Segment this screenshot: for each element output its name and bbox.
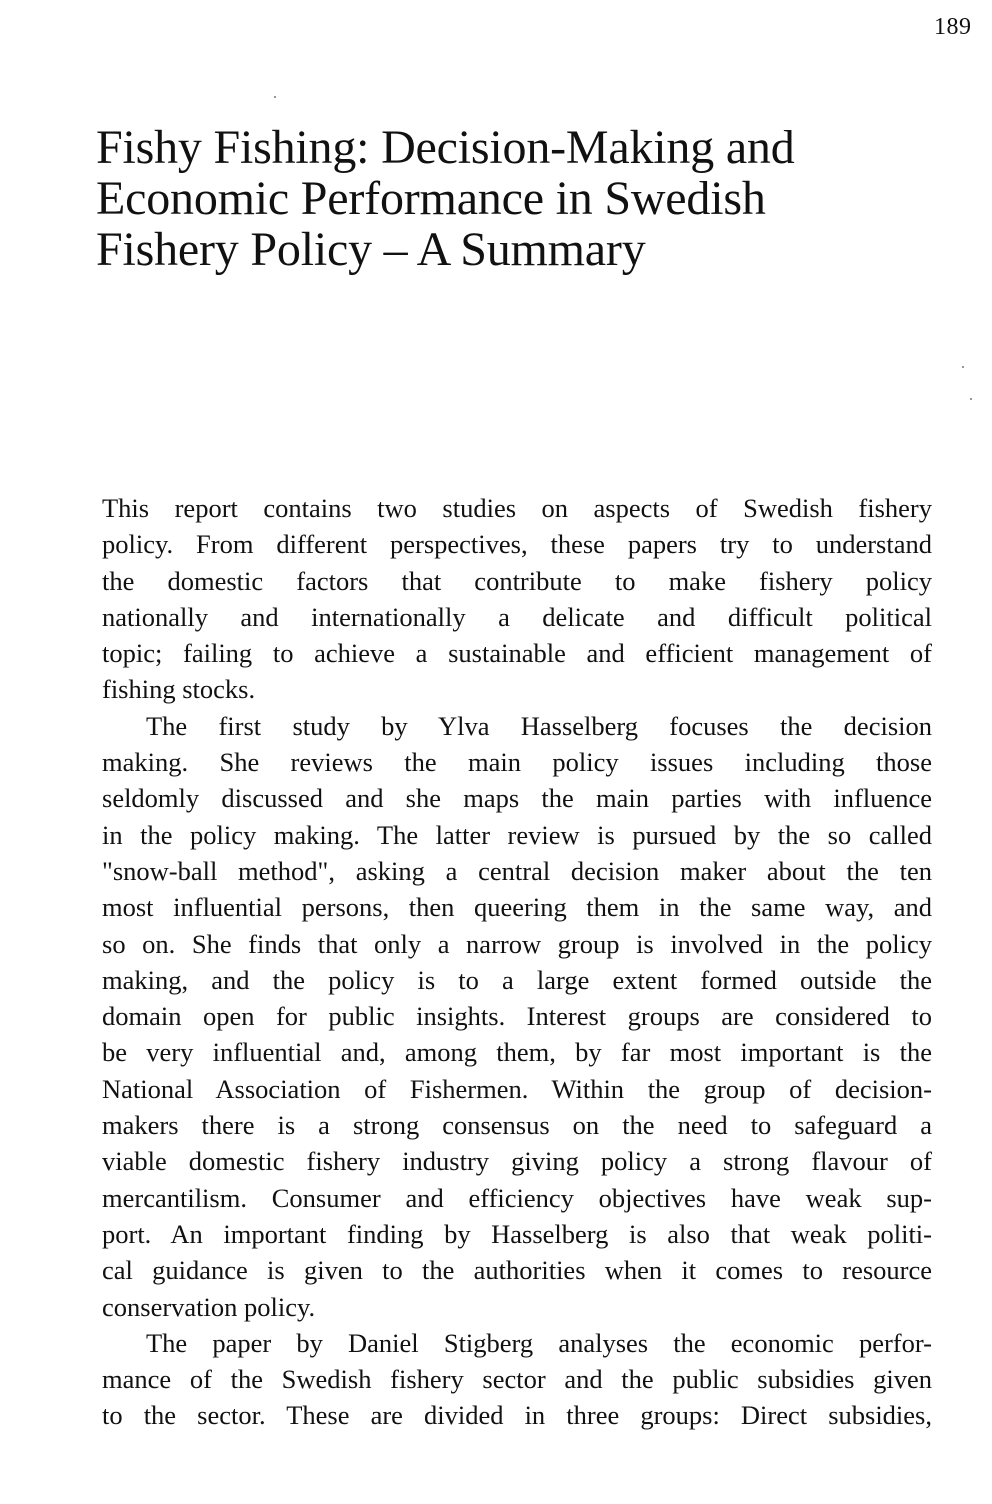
text-line: port. An important finding by Hasselberg is also that weak politi- <box>102 1218 932 1249</box>
body-text <box>102 490 932 1434</box>
page-number: 189 <box>934 14 972 40</box>
text-line: seldomly discussed and she maps the main parties with influence <box>102 783 932 814</box>
text-line: This report contains two studies on aspects of Swedish fishery <box>102 493 932 523</box>
paragraph-intro <box>102 490 932 708</box>
chapter-title <box>96 122 856 275</box>
text-line: viable domestic fishery industry giving policy a strong flavour of <box>102 1146 932 1177</box>
text-line: nationally and internationally a delicate and difficult political <box>102 601 932 632</box>
text-line: the domestic factors that contribute to make fishery policy <box>102 565 932 596</box>
text-line: in the policy making. The latter review is pursued by the so called <box>102 819 932 850</box>
scan-speck <box>970 398 972 400</box>
text-line: mercantilism. Consumer and efficiency objectives have weak sup- <box>102 1182 932 1213</box>
scan-speck <box>274 96 276 98</box>
text-line: "snow-ball method", asking a central decision maker about the ten <box>102 855 932 886</box>
paragraph-hasselberg <box>102 708 932 1325</box>
text-line: domain open for public insights. Interest groups are considered to <box>102 1001 932 1032</box>
text-line: The first study by Ylva Hasselberg focuses the decision <box>146 710 932 741</box>
text-line: makers there is a strong consensus on the need to safeguard a <box>102 1110 932 1141</box>
text-line: conservation policy. <box>102 1291 316 1322</box>
paragraph-stigberg <box>102 1325 932 1434</box>
text-line: to the sector. These are divided in three groups: Direct subsidies, <box>102 1400 932 1431</box>
title-line: Fishy Fishing: Decision-Making and <box>96 121 795 174</box>
text-line: most influential persons, then queering them in the same way, and <box>102 892 932 923</box>
text-line: making, and the policy is to a large extent formed outside the <box>102 964 932 995</box>
scan-speck <box>962 366 964 368</box>
text-line: be very influential and, among them, by far most important is the <box>102 1037 932 1068</box>
text-line: National Association of Fishermen. Within the group of decision- <box>102 1073 932 1104</box>
text-line: topic; failing to achieve a sustainable and efficient management of <box>102 638 932 669</box>
text-line: making. She reviews the main policy issues including those <box>102 747 932 778</box>
text-line: The paper by Daniel Stigberg analyses the economic perfor- <box>146 1327 932 1358</box>
title-line: Fishery Policy – A Summary <box>96 223 646 276</box>
text-line: cal guidance is given to the authorities when it comes to resource <box>102 1255 932 1286</box>
text-line: mance of the Swedish fishery sector and the public subsidies given <box>102 1364 932 1395</box>
text-line: policy. From different perspectives, these papers try to understand <box>102 529 932 560</box>
text-line: so on. She finds that only a narrow group is involved in the policy <box>102 928 932 959</box>
text-line: fishing stocks. <box>102 674 256 705</box>
title-line: Economic Performance in Swedish <box>96 172 766 225</box>
